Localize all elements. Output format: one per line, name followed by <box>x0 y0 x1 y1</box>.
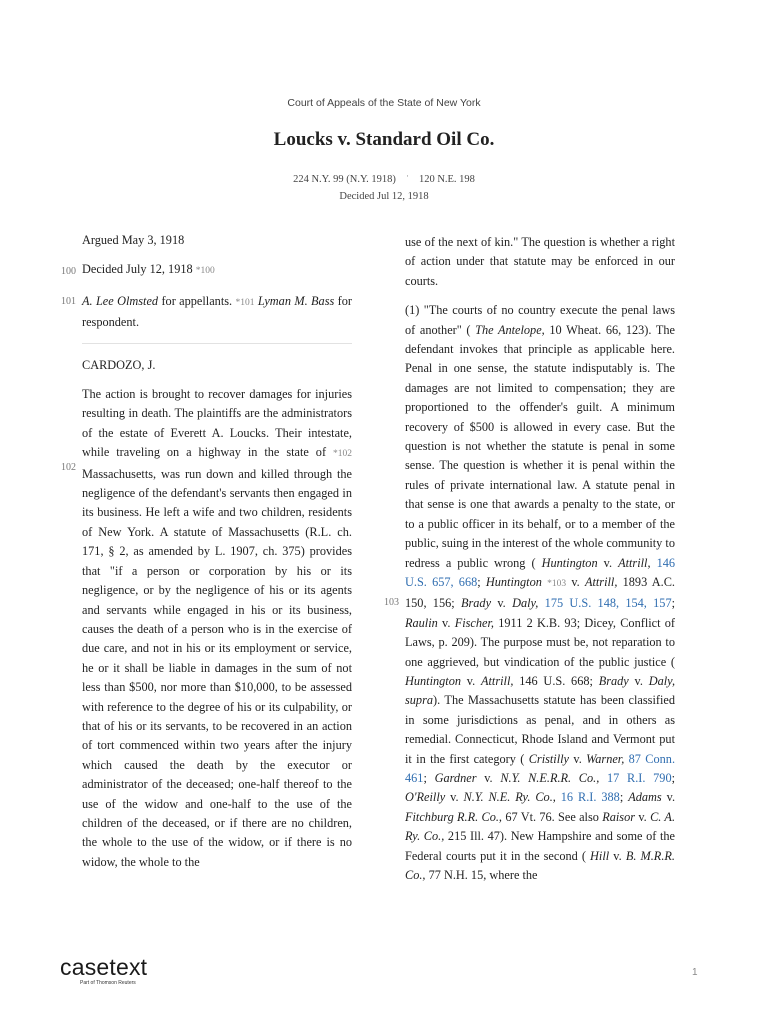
case-name: Adams <box>628 790 662 805</box>
counsel-name-1: A. Lee Olmsted <box>82 293 159 308</box>
case-name: Fitchburg R.R. Co., <box>405 809 502 824</box>
case-name: B. M.R.R. Co., <box>405 848 675 882</box>
text-run: v. <box>613 848 622 863</box>
decided-date: Decided Jul 12, 1918 <box>339 191 429 202</box>
citation-separator: · <box>405 171 409 181</box>
text-run: v. <box>484 770 493 785</box>
case-name: Brady <box>598 673 629 688</box>
citation-link-87-conn[interactable]: 87 Conn. 461 <box>405 751 676 785</box>
case-name: Huntington <box>541 555 598 570</box>
page-ref-100: *100 <box>195 266 215 277</box>
text-run: 77 N.H. 15, where the <box>428 868 538 882</box>
case-name: C. A. Ry. Co., <box>405 809 676 844</box>
case-name: O'Reilly <box>405 790 446 805</box>
text-run: v. <box>442 615 451 630</box>
text-run: v. <box>573 751 582 766</box>
text-run: 146 U.S. 668; <box>519 673 593 688</box>
page-ref-101: *101 <box>235 297 255 308</box>
text-run: v. <box>571 574 580 589</box>
citation-link-175-us[interactable]: 175 U.S. 148, 154, 157 <box>544 596 672 611</box>
page-ref-102: *102 <box>333 449 352 460</box>
citation-ny: 224 N.Y. 99 (N.Y. 1918) <box>293 174 396 185</box>
case-name: Hill <box>590 848 610 863</box>
opinion-text-2: Massachusetts, was run down and killed through the negligence of the defendant's servants then engaged in its business. He left a wife and two children, residents of New York. A statute of Massachusetts (R.L. ch. 171, § 2, as amended by L. 1907, ch. 375) provides that "if a person or corporation by his or its negligence, or by the negligence of his or its agents and servants while engaged in his or its business, causes the death of a person who is in the exercise of due care, and not in his or its employment or service, he or it shall be liable in damages in the sum of not less than $500, nor more than $10,000, to be assessed with reference to the degree of his or its culpability, or that of his or its servants, to be recovered in an action of tort commenced within two years after the injury which caused the death by the executor or administrator of the deceased; one-half thereof to the use of the widow and one-half to the use of the children of the deceased, or if there are no children, the whole to the use of the widow, or if there is no widow, the whole to the <box>82 466 352 869</box>
text-run: ; <box>671 596 676 611</box>
casetext-logo <box>60 954 148 986</box>
case-name: Daly, <box>512 596 539 611</box>
text-run: ; <box>671 770 676 785</box>
logo-tagline: Part of Thomson Reuters <box>80 980 136 986</box>
case-name: Gardner <box>434 770 477 785</box>
counsel-name-2: Lyman M. Bass <box>257 293 335 308</box>
decided-line <box>82 260 352 281</box>
right-column <box>405 233 675 895</box>
counsel-text-1: for appellants. <box>161 293 233 308</box>
text-run: v. <box>450 790 459 805</box>
counsel-text-2: for respondent. <box>82 293 352 330</box>
judge-line <box>82 356 352 375</box>
case-name: Huntington <box>485 574 542 589</box>
citations <box>0 171 768 185</box>
opinion-paragraph-1 <box>82 385 352 872</box>
text-run: v. <box>497 596 506 611</box>
page-ref-103: *103 <box>547 578 567 589</box>
case-name: Brady <box>460 596 492 611</box>
text-run: v. <box>634 673 643 688</box>
case-title: Loucks v. Standard Oil Co. <box>273 129 495 150</box>
case-name: Fischer, <box>454 615 494 630</box>
text-run: (1) "The courts of no country execute the penal laws of another" ( <box>405 303 675 337</box>
margin-page-102: 102 <box>61 462 76 473</box>
text-run: ; <box>477 574 481 589</box>
text-run: 10 Wheat. 66, 123). The defendant invokes that principle as applicable here. Penal in one sense, the statute indisputably is. The damages are not limited to compensation; they are proportioned to the offender's guilt. A minimum recovery of $500 is allowed in every case. But the question is not whether the statute is penal in some sense. The question is whether it is penal within the rules of private international law. A statute penal in that sense is one that awards a penalty to the state, or to a public officer in its behalf, or to a member of the public, suing in the interest of the whole community to redress a public wrong ( <box>405 322 675 570</box>
margin-page-101: 101 <box>61 296 76 307</box>
text-run: ). The Massachusetts statute has been classified in some jurisdictions as penal, and in others as remedial. Connecticut, Rhode Island and Vermont put it in the first category ( <box>405 693 675 766</box>
case-name: Attrill, <box>481 673 514 688</box>
text-run: ; <box>423 770 427 785</box>
argued-text: Argued May 3, 1918 <box>82 233 185 247</box>
case-name: N.Y. N.E. Ry. Co., <box>463 790 556 805</box>
case-name: Huntington <box>405 673 462 688</box>
case-name: Attrill, <box>618 555 651 570</box>
opinion-paragraph-2 <box>405 233 675 291</box>
opinion-text-3: use of the next of kin." The question is whether a right of action under that statute may be enforced in our courts. <box>405 235 675 288</box>
text-run: ; <box>619 790 624 805</box>
text-run: 67 Vt. 76. See also <box>505 809 599 824</box>
text-run: v. <box>666 790 676 805</box>
case-name: N.Y. N.E.R.R. Co., <box>500 770 600 785</box>
text-run: v. <box>466 673 476 688</box>
case-name: Daly, supra <box>405 673 676 708</box>
counsel-paragraph <box>82 292 352 333</box>
logo-wordmark: casetext <box>60 954 148 980</box>
case-name: Raisor <box>602 809 636 824</box>
citation-ne: 120 N.E. 198 <box>418 174 475 185</box>
court-name: Court of Appeals of the State of New York <box>287 97 481 109</box>
citation-link-17-ri[interactable]: 17 R.I. 790 <box>607 770 672 785</box>
margin-page-100: 100 <box>61 266 76 277</box>
argued-line <box>82 231 352 250</box>
text-run: 1893 A.C. 150, 156; <box>405 574 675 611</box>
left-column <box>82 231 352 882</box>
opinion-text-1: The action is brought to recover damages for injuries resulting in death. The plaintiffs are the administrators of the estate of Everett A. Loucks. Their intestate, while traveling on a highway in the state of <box>82 387 352 460</box>
text-run: 1911 2 K.B. 93; Dicey, Conflict of Laws, p. 209). The purpose must be, not reparation to one aggrieved, but vindication of the public justice ( <box>405 615 676 669</box>
decided-text: Decided July 12, 1918 <box>82 262 193 277</box>
text-run: v. <box>603 555 613 570</box>
divider <box>82 343 352 344</box>
case-name: Raulin <box>405 615 438 630</box>
case-name: Warner, <box>586 751 625 766</box>
case-name: Cristilly <box>528 751 570 766</box>
text-run: v. <box>638 809 647 824</box>
margin-page-103: 103 <box>384 597 399 608</box>
text-run: 215 Ill. 47). New Hampshire and some of the Federal courts put it in the second ( <box>405 829 676 863</box>
citation-link-16-ri[interactable]: 16 R.I. 388 <box>560 790 620 805</box>
page-number: 1 <box>692 967 698 978</box>
citation-link-146-us[interactable]: 146 U.S. 657, 668 <box>405 555 676 589</box>
case-name: Attrill, <box>584 574 618 589</box>
opinion-paragraph-3 <box>405 301 675 885</box>
case-name: The Antelope, <box>475 322 545 337</box>
judge-name: CARDOZO, J. <box>82 357 156 372</box>
